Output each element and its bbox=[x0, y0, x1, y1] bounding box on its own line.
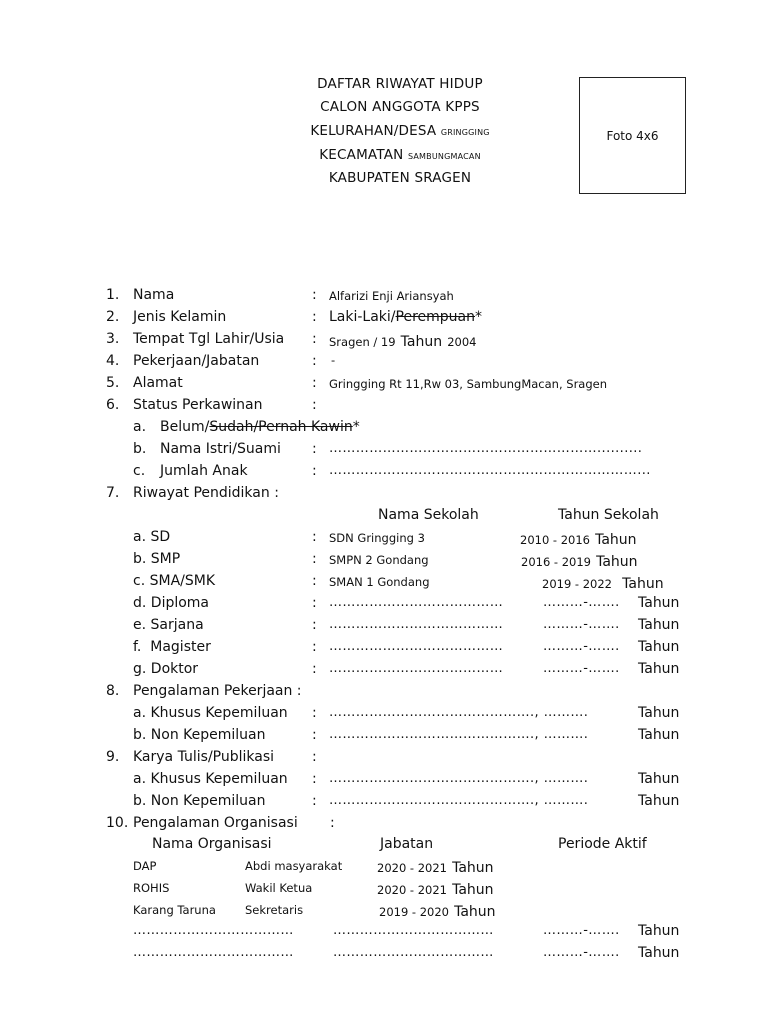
value-ttl bbox=[329, 331, 476, 350]
edu-school: ………………………………… bbox=[329, 617, 504, 632]
edu-label: f. Magister bbox=[133, 639, 211, 655]
ttl-year: 2004 bbox=[447, 335, 477, 349]
edu-tahun: Tahun bbox=[596, 554, 638, 570]
edu-label: d. Diploma bbox=[133, 595, 210, 611]
value-jumlah-anak: ……………………………………………………………... bbox=[329, 463, 651, 478]
jk-option-laki: Laki-Laki/ bbox=[329, 309, 396, 325]
title-line-1: DAFTAR RIWAYAT HIDUP bbox=[317, 76, 483, 92]
work-value: ………………………………………., ………. bbox=[329, 705, 589, 720]
label-nama-istri-suami: Nama Istri/Suami bbox=[160, 441, 281, 457]
colon: : bbox=[312, 287, 317, 303]
edu-school: ………………………………… bbox=[329, 595, 504, 610]
label-riwayat-pendidikan: Riwayat Pendidikan : bbox=[133, 485, 279, 501]
status-option-belum: Belum/ bbox=[160, 419, 210, 435]
colon: : bbox=[312, 551, 317, 567]
value-alamat: Gringging Rt 11,Rw 03, SambungMacan, Sragen bbox=[329, 377, 608, 391]
item-number: 7. bbox=[106, 485, 120, 501]
value-nama-istri-suami: …………………………………………………….......... bbox=[329, 441, 643, 456]
header-periode-aktif: Periode Aktif bbox=[558, 836, 647, 852]
colon: : bbox=[312, 441, 317, 457]
colon: : bbox=[312, 397, 317, 413]
org-name-blank: ……………………………… bbox=[133, 923, 294, 938]
edu-tahun: Tahun bbox=[595, 532, 637, 548]
label-pengalaman-organisasi: Pengalaman Organisasi bbox=[133, 815, 298, 831]
edu-year bbox=[521, 551, 638, 570]
kecamatan-value: sambungmacan bbox=[407, 149, 481, 162]
org-period-range: 2019 - 2020 bbox=[379, 905, 449, 919]
colon: : bbox=[312, 595, 317, 611]
org-role-blank: ……………………………… bbox=[333, 923, 494, 938]
photo-label: Foto 4x6 bbox=[606, 128, 659, 143]
jk-option-perempuan: Perempuan bbox=[395, 309, 475, 325]
org-period bbox=[379, 901, 496, 920]
pub-label: a. Khusus Kepemiluan bbox=[133, 771, 288, 787]
org-period-range: 2020 - 2021 bbox=[377, 861, 447, 875]
colon: : bbox=[312, 463, 317, 479]
asterisk: * bbox=[352, 419, 360, 435]
colon: : bbox=[312, 771, 317, 787]
edu-year-range: 2016 - 2019 bbox=[521, 555, 591, 569]
label-jumlah-anak: Jumlah Anak bbox=[160, 463, 248, 479]
ttl-tahun: Tahun bbox=[400, 334, 443, 350]
org-role: Sekretaris bbox=[245, 903, 304, 917]
org-tahun: Tahun bbox=[638, 923, 680, 939]
org-period-blank: ………-……. bbox=[543, 945, 620, 960]
title-line-4 bbox=[220, 147, 580, 163]
edu-year-range: ………-……. bbox=[543, 661, 620, 676]
edu-label: c. SMA/SMK bbox=[133, 573, 216, 589]
edu-year bbox=[542, 573, 664, 592]
org-name-blank: ……………………………… bbox=[133, 945, 294, 960]
org-period bbox=[377, 879, 494, 898]
edu-year-range: 2019 - 2022 bbox=[542, 577, 612, 591]
org-period-blank: ………-……. bbox=[543, 923, 620, 938]
colon: : bbox=[312, 573, 317, 589]
org-tahun: Tahun bbox=[452, 860, 494, 876]
item-number: 8. bbox=[106, 683, 120, 699]
label-pekerjaan: Pekerjaan/Jabatan bbox=[133, 353, 260, 369]
pub-label: b. Non Kepemiluan bbox=[133, 793, 266, 809]
ttl-place-age: Sragen / 19 bbox=[329, 335, 396, 349]
org-name: ROHIS bbox=[133, 881, 170, 895]
label-jenis-kelamin: Jenis Kelamin bbox=[133, 309, 227, 325]
label-pengalaman-pekerjaan: Pengalaman Pekerjaan : bbox=[133, 683, 302, 699]
edu-school: SMPN 2 Gondang bbox=[329, 553, 429, 567]
header-jabatan: Jabatan bbox=[380, 836, 434, 852]
item-number: 4. bbox=[106, 353, 120, 369]
colon: : bbox=[312, 309, 317, 325]
header-tahun-sekolah: Tahun Sekolah bbox=[558, 507, 659, 523]
item-number: 6. bbox=[106, 397, 120, 413]
org-period-range: 2020 - 2021 bbox=[377, 883, 447, 897]
item-number: 3. bbox=[106, 331, 120, 347]
edu-school: SMAN 1 Gondang bbox=[329, 575, 430, 589]
colon: : bbox=[312, 639, 317, 655]
edu-year-range: ………-……. bbox=[543, 595, 620, 610]
pub-value: ………………………………………., ………. bbox=[329, 771, 589, 786]
org-role: Abdi masyarakat bbox=[245, 859, 343, 873]
edu-tahun: Tahun bbox=[622, 576, 664, 592]
header-nama-organisasi: Nama Organisasi bbox=[152, 836, 272, 852]
edu-year-range: ………-……. bbox=[543, 617, 620, 632]
org-period bbox=[377, 857, 494, 876]
label-karya-tulis: Karya Tulis/Publikasi bbox=[133, 749, 275, 765]
value-jenis-kelamin bbox=[329, 309, 482, 325]
status-letter-a: a. bbox=[133, 419, 147, 435]
label-nama: Nama bbox=[133, 287, 175, 303]
label-alamat: Alamat bbox=[133, 375, 183, 391]
work-label: a. Khusus Kepemiluan bbox=[133, 705, 288, 721]
header-nama-sekolah: Nama Sekolah bbox=[378, 507, 479, 523]
pub-value: ………………………………………., ………. bbox=[329, 793, 589, 808]
colon: : bbox=[312, 727, 317, 743]
edu-tahun: Tahun bbox=[638, 595, 680, 611]
pub-tahun: Tahun bbox=[638, 793, 680, 809]
edu-school: ………………………………… bbox=[329, 639, 504, 654]
item-number: 9. bbox=[106, 749, 120, 765]
asterisk: * bbox=[475, 309, 482, 325]
edu-label: g. Doktor bbox=[133, 661, 199, 677]
status-letter-b: b. bbox=[133, 441, 147, 457]
edu-tahun: Tahun bbox=[638, 661, 680, 677]
edu-label: a. SD bbox=[133, 529, 171, 545]
org-role: Wakil Ketua bbox=[245, 881, 313, 895]
edu-year bbox=[520, 529, 637, 548]
pub-tahun: Tahun bbox=[638, 771, 680, 787]
colon: : bbox=[312, 331, 317, 347]
value-pekerjaan: - bbox=[331, 353, 336, 367]
colon: : bbox=[312, 661, 317, 677]
colon: : bbox=[312, 353, 317, 369]
kelurahan-label: KELURAHAN/DESA bbox=[310, 123, 437, 139]
photo-box bbox=[579, 77, 686, 194]
item-number: 5. bbox=[106, 375, 120, 391]
colon: : bbox=[312, 705, 317, 721]
org-tahun: Tahun bbox=[454, 904, 496, 920]
status-option-sudah: Sudah/Pernah Kawin bbox=[209, 419, 353, 435]
edu-label: b. SMP bbox=[133, 551, 181, 567]
kecamatan-label: KECAMATAN bbox=[319, 147, 404, 163]
title-line-2: CALON ANGGOTA KPPS bbox=[320, 99, 480, 115]
label-ttl: Tempat Tgl Lahir/Usia bbox=[133, 331, 285, 347]
work-label: b. Non Kepemiluan bbox=[133, 727, 266, 743]
org-tahun: Tahun bbox=[638, 945, 680, 961]
edu-tahun: Tahun bbox=[638, 639, 680, 655]
title-line-3 bbox=[220, 123, 580, 139]
status-options bbox=[160, 419, 360, 435]
edu-school: ………………………………… bbox=[329, 661, 504, 676]
org-tahun: Tahun bbox=[452, 882, 494, 898]
edu-school: SDN Gringging 3 bbox=[329, 531, 425, 545]
label-status-perkawinan: Status Perkawinan bbox=[133, 397, 263, 413]
edu-year-range: 2010 - 2016 bbox=[520, 533, 590, 547]
colon: : bbox=[312, 529, 317, 545]
colon: : bbox=[330, 815, 335, 831]
status-letter-c: c. bbox=[133, 463, 146, 479]
org-name: DAP bbox=[133, 859, 157, 873]
colon: : bbox=[312, 749, 317, 765]
colon: : bbox=[312, 617, 317, 633]
colon: : bbox=[312, 375, 317, 391]
work-tahun: Tahun bbox=[638, 705, 680, 721]
item-number: 2. bbox=[106, 309, 120, 325]
colon: : bbox=[312, 793, 317, 809]
title-line-5: KABUPATEN SRAGEN bbox=[328, 170, 472, 186]
org-role-blank: ……………………………… bbox=[333, 945, 494, 960]
item-number: 10. bbox=[106, 815, 129, 831]
work-value: ………………………………………., ………. bbox=[329, 727, 589, 742]
kelurahan-value: gringging bbox=[440, 125, 490, 138]
edu-label: e. Sarjana bbox=[133, 617, 204, 633]
org-name: Karang Taruna bbox=[133, 903, 216, 917]
item-number: 1. bbox=[106, 287, 120, 303]
edu-year-range: ………-……. bbox=[543, 639, 620, 654]
work-tahun: Tahun bbox=[638, 727, 680, 743]
value-nama: Alfarizi Enji Ariansyah bbox=[329, 289, 454, 303]
edu-tahun: Tahun bbox=[638, 617, 680, 633]
